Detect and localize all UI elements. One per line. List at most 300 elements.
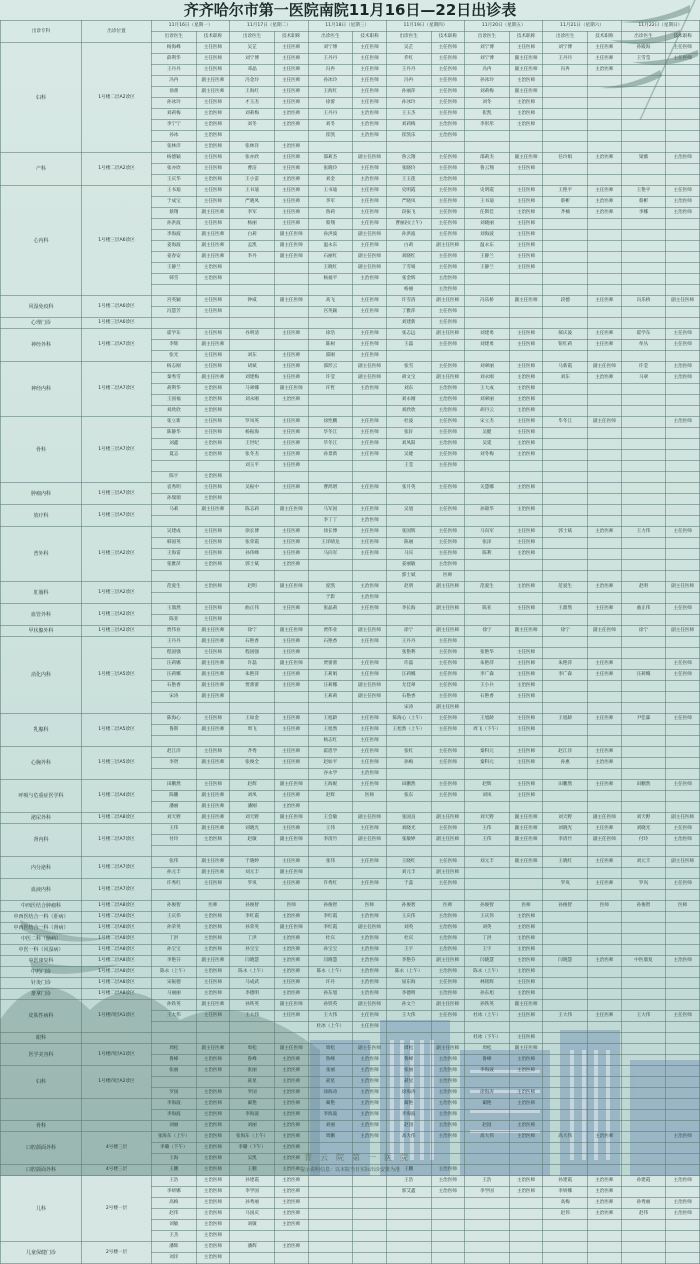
doctor-name-cell: 张丽 bbox=[308, 1066, 353, 1077]
doctor-title-cell bbox=[666, 1033, 700, 1044]
doctor-name-cell bbox=[151, 736, 196, 747]
doctor-name-cell: 张伟 bbox=[308, 857, 353, 868]
doctor-title-cell bbox=[509, 1220, 543, 1231]
doctor-name-cell: 王庆伟 bbox=[386, 912, 431, 923]
doctor-title-cell bbox=[509, 1242, 543, 1253]
doctor-title-cell bbox=[509, 1143, 543, 1154]
doctor-name-cell: 刘英 bbox=[386, 923, 431, 934]
doctor-title-cell: 主任医师 bbox=[509, 659, 543, 670]
doctor-name-cell: 梁薇 bbox=[621, 153, 666, 164]
doctor-name-cell: 李海波 bbox=[151, 1110, 196, 1121]
doctor-title-cell: 主治医师 bbox=[431, 1121, 465, 1132]
doctor-name-cell: 王宇 bbox=[465, 945, 510, 956]
doctor-title-cell bbox=[196, 846, 230, 857]
doctor-title-cell: 主任医师 bbox=[431, 1011, 465, 1022]
doctor-name-cell: 刘晓光 bbox=[386, 824, 431, 835]
doctor-name-cell: 李丁丁 bbox=[308, 516, 353, 527]
doctor-title-cell: 主治医师 bbox=[274, 109, 308, 120]
doctor-name-cell: 王大伟 bbox=[543, 1011, 588, 1022]
table-row bbox=[1, 1033, 700, 1044]
table-row bbox=[1, 1000, 700, 1011]
doctor-title-cell bbox=[588, 615, 622, 626]
doctor-title-cell: 主任医师 bbox=[588, 340, 622, 351]
doctor-name-cell: 宫英颖 bbox=[151, 296, 196, 307]
doctor-title-cell bbox=[666, 472, 700, 483]
doctor-title-cell: 主治医师 bbox=[431, 1176, 465, 1187]
doctor-name-cell: 聂星 bbox=[308, 1077, 353, 1088]
doctor-name-cell: 王晓红 bbox=[386, 857, 431, 868]
doctor-title-cell: 副主任医师 bbox=[196, 681, 230, 692]
doctor-title-cell: 主任医师 bbox=[274, 714, 308, 725]
doctor-name-cell bbox=[621, 1088, 666, 1099]
doctor-name-cell: 孙俊智 bbox=[543, 901, 588, 912]
doctor-title-cell: 医师 bbox=[431, 571, 465, 582]
doctor-name-cell bbox=[465, 615, 510, 626]
doctor-title-cell bbox=[666, 1077, 700, 1088]
doctor-name-cell: 高梅 bbox=[543, 1198, 588, 1209]
doctor-name-cell bbox=[230, 494, 275, 505]
doctor-title-cell: 主任医师 bbox=[274, 483, 308, 494]
location-cell: 1号楼三层A7诊区 bbox=[82, 417, 152, 483]
doctor-name-cell: 刘永刚 bbox=[230, 395, 275, 406]
doctor-name-cell: 张伟 bbox=[151, 857, 196, 868]
doctor-title-cell bbox=[274, 1022, 308, 1033]
doctor-title-cell bbox=[666, 1099, 700, 1110]
doctor-title-cell: 主任医师 bbox=[431, 714, 465, 725]
table-row bbox=[1, 1242, 700, 1253]
doctor-name-cell: 张红 bbox=[386, 747, 431, 758]
location-cell: 1号楼二层A8诊区 bbox=[82, 967, 152, 978]
doctor-name-cell: 王海雷 bbox=[151, 549, 196, 560]
doctor-name-cell: 吴凯 bbox=[230, 1154, 275, 1165]
doctor-title-cell bbox=[509, 1253, 543, 1264]
doctor-name-cell: 袁秀明 bbox=[151, 483, 196, 494]
doctor-name-cell bbox=[465, 285, 510, 296]
doctor-name-cell: 刘冬 bbox=[465, 98, 510, 109]
table-row bbox=[1, 318, 700, 329]
doctor-name-cell: 潘辉 bbox=[151, 1242, 196, 1253]
doctor-name-cell bbox=[465, 1209, 510, 1220]
doctor-name-cell: 李妍娜 bbox=[543, 1187, 588, 1198]
doctor-title-cell: 主治医师 bbox=[509, 395, 543, 406]
doctor-title-cell: 主任医师 bbox=[353, 857, 387, 868]
doctor-name-cell bbox=[543, 274, 588, 285]
doctor-title-cell: 主治医师 bbox=[353, 582, 387, 593]
doctor-title-cell: 主治医师 bbox=[274, 1055, 308, 1066]
doctor-title-cell bbox=[666, 769, 700, 780]
doctor-title-cell: 医师 bbox=[353, 791, 387, 802]
doctor-name-cell: 马莉 bbox=[151, 505, 196, 516]
doctor-title-cell: 医师 bbox=[431, 901, 465, 912]
doctor-title-cell: 主任医师 bbox=[588, 54, 622, 65]
doctor-name-cell: 丁雪娟 bbox=[386, 263, 431, 274]
footer-note: 提示说明信息：以本院当日实际出诊安排为准 bbox=[299, 1167, 400, 1173]
doctor-name-cell: 王大成 bbox=[465, 384, 510, 395]
doctor-title-cell: 副主任医师 bbox=[196, 241, 230, 252]
table-row bbox=[1, 527, 700, 538]
doctor-name-cell: 刘翠丽 bbox=[465, 395, 510, 406]
doctor-title-cell: 主任医师 bbox=[274, 164, 308, 175]
doctor-title-cell: 主任医师 bbox=[274, 439, 308, 450]
doctor-title-cell: 主治医师 bbox=[588, 527, 622, 538]
doctor-title-cell: 副主任医师 bbox=[196, 1000, 230, 1011]
doctor-title-cell: 主任医师 bbox=[509, 263, 543, 274]
doctor-title-cell: 主任医师 bbox=[353, 186, 387, 197]
doctor-name-cell: 白莉 bbox=[230, 230, 275, 241]
doctor-title-cell: 主任医师 bbox=[431, 307, 465, 318]
doctor-title-cell bbox=[666, 549, 700, 560]
doctor-title-cell: 主任医师 bbox=[274, 43, 308, 54]
doctor-name-cell bbox=[543, 1000, 588, 1011]
doctor-title-cell bbox=[666, 230, 700, 241]
doctor-name-cell bbox=[230, 131, 275, 142]
doctor-title-cell: 主治医师 bbox=[509, 967, 543, 978]
doctor-title-cell: 主任医师 bbox=[196, 1011, 230, 1022]
doctor-name-cell: 王大伟 bbox=[308, 1011, 353, 1022]
column-header-doctor: 出诊医生 bbox=[230, 32, 275, 43]
doctor-name-cell: 许丹 bbox=[308, 978, 353, 989]
doctor-title-cell: 主治医师 bbox=[666, 956, 700, 967]
doctor-title-cell bbox=[274, 318, 308, 329]
doctor-title-cell: 主治医师 bbox=[274, 912, 308, 923]
doctor-name-cell bbox=[465, 736, 510, 747]
table-row bbox=[1, 714, 700, 725]
doctor-name-cell: 李军 bbox=[230, 208, 275, 219]
doctor-title-cell: 主治医师 bbox=[509, 912, 543, 923]
doctor-title-cell bbox=[509, 285, 543, 296]
department-cell: 医学美容科 bbox=[1, 1044, 82, 1066]
doctor-name-cell bbox=[543, 934, 588, 945]
doctor-name-cell bbox=[543, 978, 588, 989]
doctor-title-cell: 主任医师 bbox=[588, 186, 622, 197]
doctor-title-cell: 副主任医师 bbox=[509, 857, 543, 868]
doctor-name-cell: 刘元丰 bbox=[230, 868, 275, 879]
doctor-title-cell bbox=[666, 439, 700, 450]
doctor-name-cell: 宋振德 bbox=[151, 978, 196, 989]
doctor-title-cell bbox=[588, 791, 622, 802]
doctor-name-cell: 毕冬江 bbox=[308, 428, 353, 439]
doctor-title-cell bbox=[588, 318, 622, 329]
doctor-name-cell: 刘东 bbox=[230, 351, 275, 362]
doctor-name-cell: 张泽 bbox=[465, 538, 510, 549]
doctor-title-cell bbox=[509, 890, 543, 901]
doctor-name-cell: 史明霞 bbox=[386, 186, 431, 197]
doctor-name-cell: 崔凯 bbox=[465, 109, 510, 120]
doctor-title-cell bbox=[274, 516, 308, 527]
doctor-name-cell: 刘建新 bbox=[386, 318, 431, 329]
doctor-name-cell bbox=[621, 318, 666, 329]
doctor-title-cell: 主任医师 bbox=[196, 98, 230, 109]
doctor-title-cell: 副主任医师 bbox=[353, 362, 387, 373]
doctor-title-cell bbox=[588, 1121, 622, 1132]
doctor-name-cell bbox=[308, 1033, 353, 1044]
doctor-name-cell: 石丽红 bbox=[308, 252, 353, 263]
doctor-name-cell bbox=[151, 318, 196, 329]
doctor-title-cell: 主治医师 bbox=[509, 373, 543, 384]
doctor-title-cell: 主治医师 bbox=[196, 1231, 230, 1242]
doctor-name-cell bbox=[230, 1253, 275, 1264]
doctor-title-cell: 主任医师 bbox=[196, 153, 230, 164]
doctor-title-cell bbox=[666, 1000, 700, 1011]
doctor-name-cell: 陈利 bbox=[465, 549, 510, 560]
doctor-name-cell bbox=[543, 1143, 588, 1154]
department-cell: 针灸门诊 bbox=[1, 978, 82, 989]
doctor-name-cell: 关慧娜 bbox=[465, 483, 510, 494]
table-row bbox=[1, 483, 700, 494]
doctor-title-cell bbox=[509, 846, 543, 857]
location-cell: 1号楼三层A7诊区 bbox=[82, 505, 152, 527]
doctor-name-cell bbox=[151, 769, 196, 780]
doctor-title-cell bbox=[588, 406, 622, 417]
doctor-title-cell: 主任医师 bbox=[353, 98, 387, 109]
doctor-name-cell bbox=[543, 615, 588, 626]
doctor-name-cell: 张荣霞 bbox=[230, 538, 275, 549]
doctor-title-cell bbox=[588, 681, 622, 692]
doctor-title-cell: 医师 bbox=[666, 901, 700, 912]
doctor-name-cell bbox=[543, 307, 588, 318]
doctor-name-cell: 王静兰 bbox=[465, 263, 510, 274]
doctor-title-cell: 主任医师 bbox=[274, 54, 308, 65]
doctor-name-cell bbox=[465, 175, 510, 186]
doctor-name-cell: 聂星 bbox=[386, 1077, 431, 1088]
doctor-name-cell bbox=[621, 1110, 666, 1121]
doctor-title-cell bbox=[588, 230, 622, 241]
doctor-title-cell bbox=[274, 736, 308, 747]
doctor-name-cell: 杜宾 bbox=[386, 934, 431, 945]
doctor-title-cell bbox=[588, 967, 622, 978]
doctor-title-cell bbox=[588, 692, 622, 703]
doctor-name-cell bbox=[465, 637, 510, 648]
doctor-title-cell: 副主任医师 bbox=[274, 384, 308, 395]
doctor-name-cell bbox=[151, 1022, 196, 1033]
doctor-name-cell: 李璐（下午） bbox=[151, 1143, 196, 1154]
doctor-title-cell bbox=[588, 87, 622, 98]
doctor-name-cell: 马军国 bbox=[308, 505, 353, 516]
doctor-title-cell: 主任医师 bbox=[588, 43, 622, 54]
doctor-title-cell bbox=[588, 769, 622, 780]
table-row bbox=[1, 857, 700, 868]
doctor-title-cell bbox=[353, 1209, 387, 1220]
doctor-title-cell: 主任医师 bbox=[353, 758, 387, 769]
doctor-name-cell: 李贤 bbox=[151, 758, 196, 769]
doctor-title-cell: 主任医师 bbox=[196, 329, 230, 340]
doctor-title-cell: 主治医师 bbox=[431, 1099, 465, 1110]
doctor-title-cell bbox=[431, 1033, 465, 1044]
doctor-title-cell: 主治医师 bbox=[509, 439, 543, 450]
doctor-title-cell: 主治医师 bbox=[196, 131, 230, 142]
doctor-name-cell bbox=[465, 1242, 510, 1253]
column-header-dept: 出诊专科 bbox=[1, 21, 82, 43]
doctor-name-cell: 冯乐桥 bbox=[465, 296, 510, 307]
doctor-title-cell: 主治医师 bbox=[274, 1209, 308, 1220]
doctor-title-cell bbox=[588, 1242, 622, 1253]
doctor-title-cell: 主任医师 bbox=[431, 65, 465, 76]
doctor-title-cell: 主任医师 bbox=[274, 549, 308, 560]
doctor-name-cell bbox=[308, 1253, 353, 1264]
doctor-title-cell: 主治医师 bbox=[274, 956, 308, 967]
doctor-name-cell bbox=[386, 1242, 431, 1253]
doctor-name-cell: 王浩 bbox=[151, 1176, 196, 1187]
doctor-title-cell: 副主任医师 bbox=[196, 758, 230, 769]
doctor-name-cell bbox=[386, 890, 431, 901]
doctor-title-cell bbox=[274, 593, 308, 604]
doctor-name-cell: 汪莉娜 bbox=[621, 670, 666, 681]
doctor-title-cell bbox=[588, 923, 622, 934]
table-row bbox=[1, 923, 700, 934]
doctor-title-cell bbox=[666, 736, 700, 747]
location-cell: 1号楼四层A2诊区 bbox=[82, 1066, 152, 1099]
doctor-title-cell bbox=[431, 890, 465, 901]
doctor-title-cell bbox=[196, 1077, 230, 1088]
doctor-name-cell: 孙洪波 bbox=[386, 230, 431, 241]
doctor-name-cell bbox=[465, 131, 510, 142]
doctor-name-cell bbox=[621, 769, 666, 780]
doctor-title-cell: 主任医师 bbox=[196, 604, 230, 615]
doctor-name-cell: 薛利华 bbox=[151, 54, 196, 65]
doctor-title-cell bbox=[509, 318, 543, 329]
doctor-title-cell: 主治医师 bbox=[431, 923, 465, 934]
doctor-name-cell bbox=[543, 428, 588, 439]
doctor-title-cell: 主任医师 bbox=[509, 1011, 543, 1022]
doctor-title-cell: 主任医师 bbox=[353, 197, 387, 208]
doctor-title-cell bbox=[666, 252, 700, 263]
doctor-name-cell bbox=[308, 802, 353, 813]
doctor-title-cell: 副主任医师 bbox=[353, 923, 387, 934]
doctor-name-cell bbox=[308, 1187, 353, 1198]
doctor-name-cell bbox=[308, 1242, 353, 1253]
doctor-name-cell: 田鹏然 bbox=[151, 780, 196, 791]
doctor-title-cell bbox=[353, 571, 387, 582]
doctor-name-cell: 马宾 bbox=[386, 549, 431, 560]
doctor-name-cell bbox=[230, 1033, 275, 1044]
doctor-title-cell bbox=[588, 560, 622, 571]
doctor-title-cell: 主任医师 bbox=[431, 692, 465, 703]
doctor-title-cell: 副主任医师 bbox=[509, 1044, 543, 1055]
doctor-title-cell bbox=[431, 494, 465, 505]
table-row bbox=[1, 1176, 700, 1187]
doctor-name-cell bbox=[621, 494, 666, 505]
doctor-name-cell: 刘建梅 bbox=[230, 373, 275, 384]
doctor-name-cell: 牟丛 bbox=[621, 340, 666, 351]
doctor-title-cell bbox=[353, 1176, 387, 1187]
doctor-name-cell bbox=[465, 351, 510, 362]
doctor-title-cell: 副主任医师 bbox=[431, 296, 465, 307]
doctor-name-cell: 毕冬江 bbox=[543, 417, 588, 428]
location-cell: 1号楼二层A8诊区 bbox=[82, 978, 152, 989]
doctor-name-cell: 吴建成 bbox=[151, 527, 196, 538]
doctor-name-cell: 周松 bbox=[308, 1044, 353, 1055]
location-cell: 1号楼三层A5诊区 bbox=[82, 637, 152, 714]
doctor-name-cell bbox=[621, 461, 666, 472]
doctor-name-cell: 鲁峰 bbox=[151, 1055, 196, 1066]
doctor-name-cell: 杜宾 bbox=[308, 934, 353, 945]
doctor-name-cell: 任玲娟 bbox=[543, 153, 588, 164]
doctor-title-cell: 副主任医师 bbox=[588, 417, 622, 428]
doctor-title-cell: 主任医师 bbox=[196, 54, 230, 65]
doctor-name-cell: 朱艳萍 bbox=[543, 659, 588, 670]
doctor-title-cell: 主治医师 bbox=[509, 384, 543, 395]
location-cell: 1号楼二层A8诊区 bbox=[82, 912, 152, 923]
doctor-title-cell: 主任医师 bbox=[353, 604, 387, 615]
doctor-name-cell bbox=[543, 791, 588, 802]
doctor-title-cell: 主任医师 bbox=[353, 76, 387, 87]
doctor-title-cell: 主任医师 bbox=[196, 538, 230, 549]
doctor-name-cell: 刘东 bbox=[543, 373, 588, 384]
doctor-title-cell: 主治医师 bbox=[274, 120, 308, 131]
doctor-name-cell: 刘金 bbox=[308, 175, 353, 186]
doctor-title-cell: 主任医师 bbox=[353, 549, 387, 560]
doctor-title-cell: 主治医师 bbox=[274, 175, 308, 186]
doctor-name-cell: 赵明 bbox=[230, 582, 275, 593]
doctor-name-cell: 贾蕾蕾 bbox=[308, 659, 353, 670]
doctor-name-cell bbox=[621, 406, 666, 417]
doctor-title-cell: 主任医师 bbox=[431, 780, 465, 791]
doctor-name-cell bbox=[621, 967, 666, 978]
doctor-title-cell: 主任医师 bbox=[431, 483, 465, 494]
doctor-title-cell: 主治医师 bbox=[666, 1132, 700, 1143]
doctor-name-cell: 孙荣英 bbox=[151, 923, 196, 934]
doctor-title-cell: 主治医师 bbox=[431, 989, 465, 1000]
doctor-name-cell: 陈丽 bbox=[386, 538, 431, 549]
location-cell: 1号楼二层A7诊区 bbox=[82, 362, 152, 417]
doctor-name-cell bbox=[543, 989, 588, 1000]
doctor-name-cell: 赵明 bbox=[386, 582, 431, 593]
doctor-title-cell: 主治医师 bbox=[196, 120, 230, 131]
doctor-name-cell: 王世纪 bbox=[230, 439, 275, 450]
doctor-title-cell bbox=[588, 307, 622, 318]
doctor-title-cell bbox=[588, 1077, 622, 1088]
doctor-name-cell: 吴延 bbox=[465, 439, 510, 450]
doctor-title-cell: 主任医师 bbox=[431, 637, 465, 648]
doctor-name-cell: 孙东旭 bbox=[465, 989, 510, 1000]
doctor-title-cell: 主任医师 bbox=[353, 736, 387, 747]
doctor-title-cell: 主任医师 bbox=[666, 824, 700, 835]
doctor-name-cell: 赵辉 bbox=[308, 791, 353, 802]
doctor-title-cell bbox=[666, 923, 700, 934]
doctor-title-cell: 副主任医师 bbox=[196, 802, 230, 813]
doctor-title-cell bbox=[666, 1066, 700, 1077]
doctor-name-cell: 李海波 bbox=[465, 1066, 510, 1077]
doctor-title-cell bbox=[274, 274, 308, 285]
doctor-title-cell: 副主任医师 bbox=[196, 813, 230, 824]
doctor-name-cell: 徐海涛 bbox=[386, 1088, 431, 1099]
doctor-title-cell: 主任医师 bbox=[274, 758, 308, 769]
column-header-doctor: 出诊医生 bbox=[621, 32, 666, 43]
department-cell: 肿瘤内科 bbox=[1, 483, 82, 505]
doctor-title-cell: 主任医师 bbox=[431, 527, 465, 538]
doctor-title-cell bbox=[274, 692, 308, 703]
doctor-title-cell: 主治医师 bbox=[196, 1132, 230, 1143]
doctor-title-cell: 副主任医师 bbox=[353, 153, 387, 164]
doctor-name-cell: 刘敏 bbox=[151, 1220, 196, 1231]
doctor-name-cell bbox=[621, 593, 666, 604]
doctor-name-cell: 曹丽岩(上午) bbox=[386, 219, 431, 230]
doctor-title-cell: 主治医师 bbox=[353, 593, 387, 604]
doctor-name-cell bbox=[543, 1253, 588, 1264]
doctor-title-cell: 主治医师 bbox=[588, 208, 622, 219]
department-cell: 中医二科（脑病） bbox=[1, 934, 82, 945]
department-cell: 皮肤性病科 bbox=[1, 1000, 82, 1033]
doctor-title-cell: 主治医师 bbox=[196, 989, 230, 1000]
doctor-title-cell bbox=[588, 395, 622, 406]
doctor-title-cell: 主治医师 bbox=[666, 1176, 700, 1187]
doctor-name-cell bbox=[621, 549, 666, 560]
doctor-title-cell bbox=[588, 593, 622, 604]
doctor-title-cell: 副主任医师 bbox=[274, 923, 308, 934]
doctor-name-cell bbox=[543, 967, 588, 978]
doctor-title-cell: 副主任医师 bbox=[196, 626, 230, 637]
doctor-name-cell bbox=[621, 285, 666, 296]
